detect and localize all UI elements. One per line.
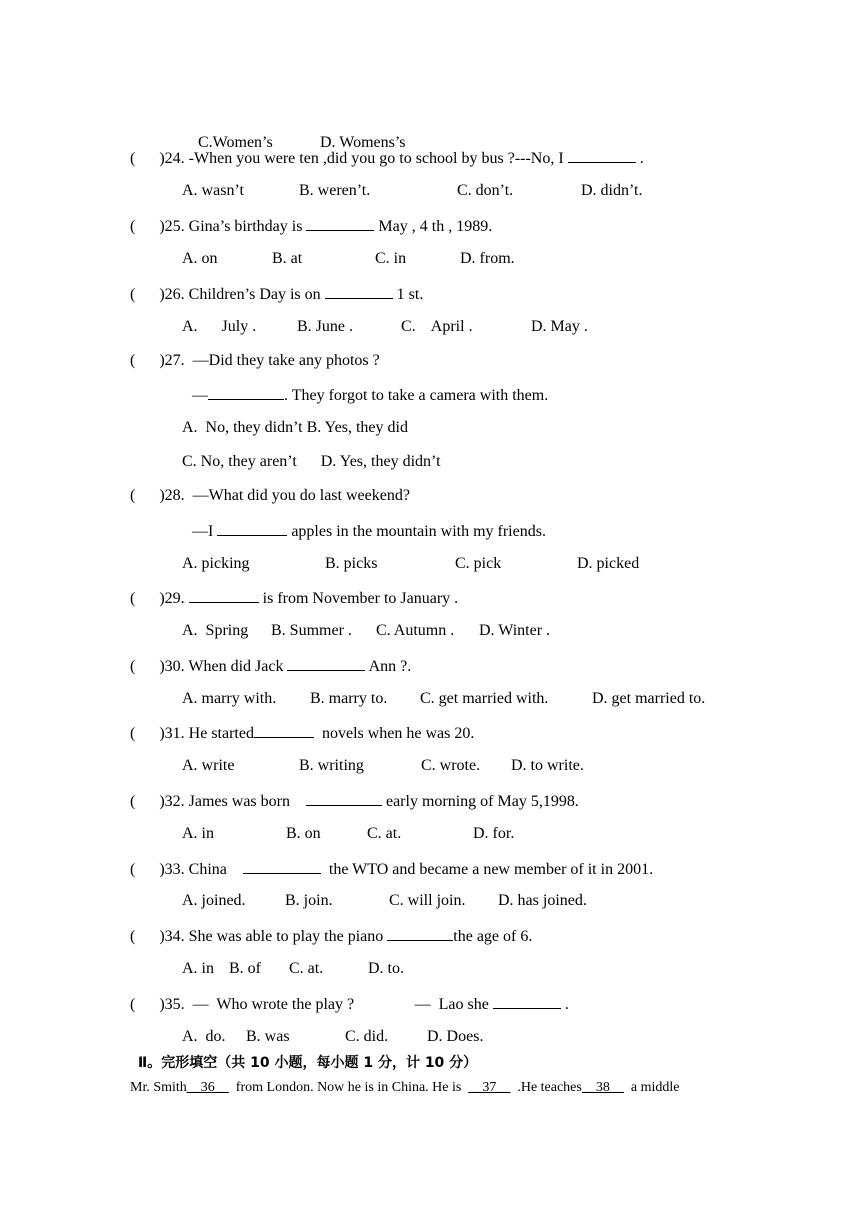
q29-option-d: D. Winter . <box>479 622 551 639</box>
q24-option-c: C. don’t. <box>457 182 514 199</box>
answer-blank <box>189 587 259 603</box>
answer-paren: ( ) <box>130 928 165 945</box>
q27-response <box>192 384 548 406</box>
q24-option-a: A. wasn’t <box>182 182 244 199</box>
q35-question: 35. — Who wrote the play ? <box>164 996 355 1013</box>
q30-option-a: A. marry with. <box>182 690 277 707</box>
q28-option-a: A. picking <box>182 555 250 572</box>
q32-stem <box>130 790 579 812</box>
q26-stem <box>130 283 423 305</box>
answer-blank <box>254 722 314 738</box>
q28-stem <box>130 486 410 506</box>
q33-text-end: the WTO and became a new member of it in 2001. <box>320 861 654 878</box>
q29-option-b: B. Summer . <box>271 622 352 639</box>
q34-option-b: B. of <box>229 960 261 977</box>
answer-paren: ( ) <box>130 487 165 504</box>
q30-option-b: B. marry to. <box>310 690 388 707</box>
q30-stem <box>130 655 411 677</box>
answer-blank <box>306 790 382 806</box>
q29-options <box>182 621 550 641</box>
q28-response-text: apples in the mountain with my friends. <box>287 523 546 540</box>
q30-text: 30. When did Jack <box>164 658 288 675</box>
dash: — <box>192 387 208 404</box>
q31-text-end: novels when he was 20. <box>313 725 475 742</box>
q28-options <box>182 554 639 574</box>
answer-blank <box>306 215 374 231</box>
passage-text: .He teaches <box>510 1080 582 1095</box>
answer-paren: ( ) <box>130 725 165 742</box>
q24-text-end: . <box>635 150 644 167</box>
q35-text-end: . <box>560 996 569 1013</box>
q33-options <box>182 891 587 911</box>
q32-option-a: A. in <box>182 825 214 842</box>
q28-option-b: B. picks <box>325 555 378 572</box>
section-heading: Ⅱ。完形填空（共 10 小题，每小题 1 分，计 10 分） <box>138 1055 478 1071</box>
q24-text: 24. -When you were ten ,did you go to school by bus ?---No, I <box>164 150 568 167</box>
q34-stem <box>130 925 532 947</box>
q32-text: 32. James was born <box>164 793 306 810</box>
q35-option-d: D. Does. <box>427 1028 484 1045</box>
q23-option-d: D. Womens’s <box>320 134 406 151</box>
q24-option-d: D. didn’t. <box>581 182 643 199</box>
answer-blank <box>387 925 453 941</box>
passage-text: Mr. Smith <box>130 1080 187 1095</box>
answer-paren: ( ) <box>130 352 165 369</box>
q31-stem <box>130 722 474 744</box>
blank-38: __38__ <box>581 1080 624 1095</box>
answer-paren: ( ) <box>130 150 165 167</box>
q35-stem <box>130 993 569 1015</box>
answer-blank <box>208 384 284 400</box>
q29-text: 29. <box>164 590 189 607</box>
q33-text: 33. China <box>164 861 243 878</box>
q28-option-d: D. picked <box>577 555 640 572</box>
answer-paren: ( ) <box>130 996 165 1013</box>
q35-options <box>182 1027 483 1047</box>
q28-response <box>192 520 546 542</box>
q24-stem <box>130 147 644 169</box>
q33-option-c: C. will join. <box>389 892 466 909</box>
q27-response-text: . They forgot to take a camera with them. <box>284 387 549 404</box>
q29-text-end: is from November to January . <box>258 590 459 607</box>
q25-text-end: May , 4 th , 1989. <box>374 218 493 235</box>
q30-text-end: Ann ?. <box>365 658 412 675</box>
answer-paren: ( ) <box>130 590 165 607</box>
q25-option-b: B. at <box>272 250 303 267</box>
q33-option-a: A. joined. <box>182 892 246 909</box>
answer-blank <box>243 858 321 874</box>
answer-paren: ( ) <box>130 793 165 810</box>
q24-options <box>182 181 642 201</box>
cloze-passage-line <box>130 1078 679 1098</box>
q32-options <box>182 824 514 844</box>
passage-text: a middle <box>623 1080 680 1095</box>
answer-paren: ( ) <box>130 861 165 878</box>
q25-option-a: A. on <box>182 250 218 267</box>
q30-option-d: D. get married to. <box>592 690 706 707</box>
passage-text: from London. Now he is in China. He is <box>228 1080 469 1095</box>
q32-option-c: C. at. <box>367 825 402 842</box>
q26-text-end: 1 st. <box>392 286 424 303</box>
dash: —I <box>192 523 218 540</box>
q27-text: 27. —Did they take any photos ? <box>164 352 380 369</box>
q35-option-b: B. was <box>246 1028 290 1045</box>
q29-stem <box>130 587 458 609</box>
q31-option-b: B. writing <box>299 757 364 774</box>
answer-paren: ( ) <box>130 218 165 235</box>
q33-option-b: B. join. <box>285 892 333 909</box>
q35-option-c: C. did. <box>345 1028 389 1045</box>
q32-option-b: B. on <box>286 825 321 842</box>
q35-answer: — Lao she <box>414 996 493 1013</box>
answer-paren: ( ) <box>130 658 165 675</box>
q35-option-a: A. do. <box>182 1028 226 1045</box>
q30-options <box>182 689 705 709</box>
q29-option-c: C. Autumn . <box>376 622 455 639</box>
q25-option-d: D. from. <box>460 250 515 267</box>
q26-option-c: C. April . <box>401 318 473 335</box>
q32-text-end: early morning of May 5,1998. <box>381 793 579 810</box>
q27-option-ab: A. No, they didn’t B. Yes, they did <box>182 419 408 436</box>
q25-text: 25. Gina’s birthday is <box>164 218 307 235</box>
q26-option-b: B. June . <box>297 318 353 335</box>
q28-text: 28. —What did you do last weekend? <box>164 487 410 504</box>
q33-stem <box>130 858 653 880</box>
q34-option-a: A. in <box>182 960 214 977</box>
q29-option-a: A. Spring <box>182 622 249 639</box>
q34-option-d: D. to. <box>368 960 404 977</box>
q31-option-a: A. write <box>182 757 235 774</box>
answer-paren: ( ) <box>130 286 165 303</box>
q31-option-d: D. to write. <box>511 757 584 774</box>
q31-options <box>182 756 584 776</box>
q26-options <box>182 317 588 337</box>
q25-option-c: C. in <box>375 250 407 267</box>
q23-option-c: C.Women’s <box>198 134 273 151</box>
q25-stem <box>130 215 492 237</box>
blank-36: __36__ <box>186 1080 229 1095</box>
q30-option-c: C. get married with. <box>420 690 549 707</box>
q26-text: 26. Children’s Day is on <box>164 286 325 303</box>
q25-options <box>182 249 515 269</box>
q31-text: 31. He started <box>164 725 254 742</box>
q34-text: 34. She was able to play the piano <box>164 928 388 945</box>
q34-option-c: C. at. <box>289 960 324 977</box>
answer-blank <box>325 283 393 299</box>
q27-stem <box>130 351 380 371</box>
q31-option-c: C. wrote. <box>421 757 481 774</box>
q26-option-d: D. May . <box>531 318 588 335</box>
q34-options <box>182 959 404 979</box>
q24-option-b: B. weren’t. <box>299 182 371 199</box>
q26-option-a: A. July . <box>182 318 257 335</box>
answer-blank <box>287 655 365 671</box>
answer-blank <box>493 993 561 1009</box>
q32-option-d: D. for. <box>473 825 515 842</box>
answer-blank <box>568 147 636 163</box>
blank-37: __37__ <box>468 1080 511 1095</box>
q33-option-d: D. has joined. <box>498 892 587 909</box>
q27-option-cd: C. No, they aren’t D. Yes, they didn’t <box>182 453 441 470</box>
q34-text-end: the age of 6. <box>453 928 533 945</box>
q28-option-c: C. pick <box>455 555 502 572</box>
answer-blank <box>217 520 287 536</box>
